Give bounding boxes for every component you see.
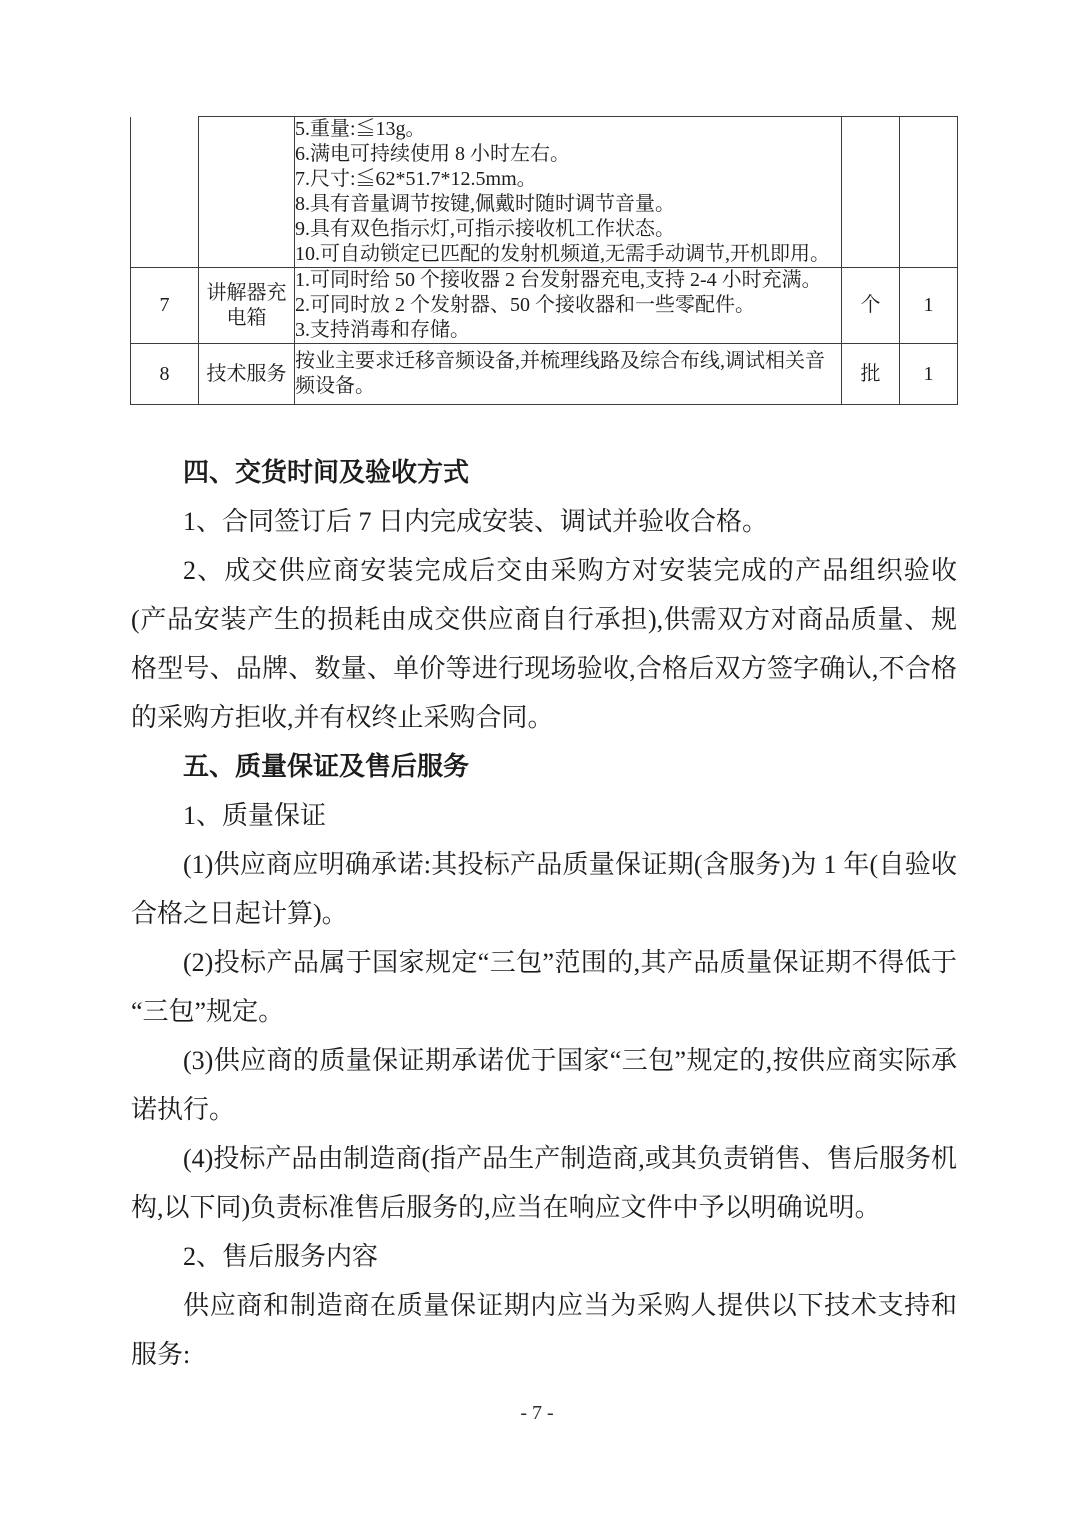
cell-qty: 1 <box>900 344 958 405</box>
table-row-continuation <box>131 117 958 268</box>
cell-name <box>199 117 295 268</box>
section-heading-warranty: 五、质量保证及售后服务 <box>183 752 470 781</box>
items-table <box>130 116 958 405</box>
cell-qty <box>900 117 958 268</box>
cell-name: 讲解器充电箱 <box>199 268 295 344</box>
desc-line: 6.满电可持续使用 8 小时左右。 <box>295 143 570 165</box>
desc-line: 2.可同时放 2 个发射器、50 个接收器和一些零配件。 <box>295 294 755 316</box>
cell-desc <box>295 268 842 344</box>
paragraph: 2、成交供应商安装完成后交由采购方对安装完成的产品组织验收(产品安装产生的损耗由成交供应商自行承担),供需双方对商品质量、规格型号、品牌、数量、单价等进行现场验收,合格后双方签字确认,不合格的采购方拒收,并有权终止采购合同。 <box>131 556 957 732</box>
document-body <box>131 448 957 1379</box>
desc-line: 10.可自动锁定已匹配的发射机频道,无需手动调节,开机即用。 <box>295 243 830 265</box>
desc-line: 8.具有音量调节按键,佩戴时随时调节音量。 <box>295 193 675 215</box>
cell-unit: 个 <box>842 268 900 344</box>
paragraph: (1)供应商应明确承诺:其投标产品质量保证期(含服务)为 1 年(自验收合格之日起计算)。 <box>131 850 957 928</box>
page-number: - 7 - <box>520 1402 554 1424</box>
desc-line: 9.具有双色指示灯,可指示接收机工作状态。 <box>295 218 675 240</box>
section-heading-delivery: 四、交货时间及验收方式 <box>183 458 470 487</box>
cell-unit: 批 <box>842 344 900 405</box>
cell-qty: 1 <box>900 268 958 344</box>
desc-line: 1.可同时给 50 个接收器 2 台发射器充电,支持 2-4 小时充满。 <box>295 269 822 291</box>
cell-seq <box>131 117 199 268</box>
desc-line: 5.重量:≦13g。 <box>295 118 426 140</box>
desc-line: 3.支持消毒和存储。 <box>295 319 470 341</box>
paragraph: 供应商和制造商在质量保证期内应当为采购人提供以下技术支持和服务: <box>131 1291 957 1369</box>
table-row-7 <box>131 268 958 344</box>
cell-seq: 8 <box>131 344 199 405</box>
table-row-8 <box>131 344 958 405</box>
paragraph: 1、合同签订后 7 日内完成安装、调试并验收合格。 <box>183 507 769 536</box>
desc-line: 7.尺寸:≦62*51.7*12.5mm。 <box>295 168 537 190</box>
cell-name: 技术服务 <box>199 344 295 405</box>
cell-seq: 7 <box>131 268 199 344</box>
paragraph: (3)供应商的质量保证期承诺优于国家“三包”规定的,按供应商实际承诺执行。 <box>131 1046 957 1124</box>
cell-desc <box>295 344 842 405</box>
paragraph: (2)投标产品属于国家规定“三包”范围的,其产品质量保证期不得低于“三包”规定。 <box>131 948 957 1026</box>
cell-unit <box>842 117 900 268</box>
paragraph: 1、质量保证 <box>183 801 327 830</box>
paragraph: 2、售后服务内容 <box>183 1242 379 1271</box>
desc-line: 按业主要求迁移音频设备,并梳理线路及综合布线,调试相关音频设备。 <box>295 350 825 397</box>
paragraph: (4)投标产品由制造商(指产品生产制造商,或其负责销售、售后服务机构,以下同)负责标准售后服务的,应当在响应文件中予以明确说明。 <box>131 1144 957 1222</box>
cell-desc <box>295 117 842 268</box>
